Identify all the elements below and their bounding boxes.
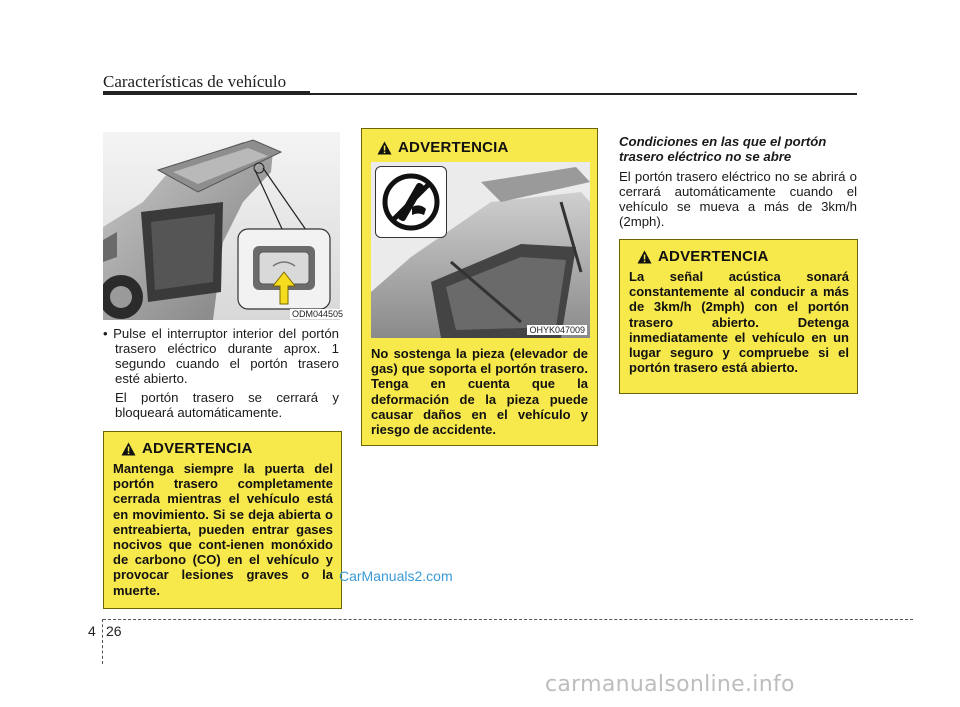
header-rule-thin [310,93,857,95]
tailgate-switch-photo [103,132,340,320]
footer-rule-vertical [102,619,103,664]
warning-triangle-icon [377,141,392,155]
figure-code: ODM044505 [292,309,344,319]
figure-code: OHYK047009 [529,325,585,335]
section-heading: Condiciones en las que el portón trasero eléctrico no se abre [619,134,827,164]
site-watermark[interactable]: carmanualsonline.info [545,672,795,697]
warning-box-chime [619,239,858,394]
warning-title: ADVERTENCIA [142,440,253,457]
warning-body: La señal acústica sonará constantemente al conducir a más de 3km/h (2mph) con el portón trasero abierto. Detenga inmediatamente el vehículo en un lugar seguro y compruebe si el portón trasero está abierto. [629,269,849,376]
warning-triangle-icon [637,250,652,264]
header-rule [103,91,310,95]
page-header-title: Características de vehículo [103,72,287,91]
warning-body: Mantenga siempre la puerta del portón trasero completamente cerrada mientras el vehículo está en movimiento. Si se deja abierta o entreabierta, pueden entrar gases nocivos que cont-ienen monóxido de carbono (CO) en el vehículo y provocar lesiones graves o la muerte. [113,461,333,598]
warning-box-exhaust [103,431,342,609]
trunk-switch-illustration [103,132,340,320]
warning-body: No sostenga la pieza (elevador de gas) que soporta el portón trasero. Tenga en cuenta que la deformación de la pieza puede causar daños en el vehículo y riesgo de accidente. [371,346,588,438]
footer-rule [103,619,913,620]
section-body: El portón trasero eléctrico no se abrirá o cerrará automáticamente cuando el vehículo se mueva a más de 3km/h (2mph). [619,169,857,229]
instruction-bullet: Pulse el interruptor interior del portón trasero eléctrico durante aprox. 1 segundo cuando el portón trasero esté abierto. [113,326,339,386]
warning-title: ADVERTENCIA [398,139,509,156]
chapter-number: 4 [88,623,96,639]
no-hold-gas-lifter-icon [375,166,447,238]
watermark-link[interactable]: CarManuals2.com [339,568,453,584]
warning-box-gas-lifter [361,128,598,446]
warning-triangle-icon [121,442,136,456]
instruction-text [103,326,339,420]
warning-title: ADVERTENCIA [658,248,769,265]
bullet-glyph: • [103,326,114,341]
instruction-followup: El portón trasero se cerrará y bloqueará automáticamente. [115,390,339,420]
page-number: 26 [106,623,122,639]
gas-lifter-photo [371,162,590,338]
